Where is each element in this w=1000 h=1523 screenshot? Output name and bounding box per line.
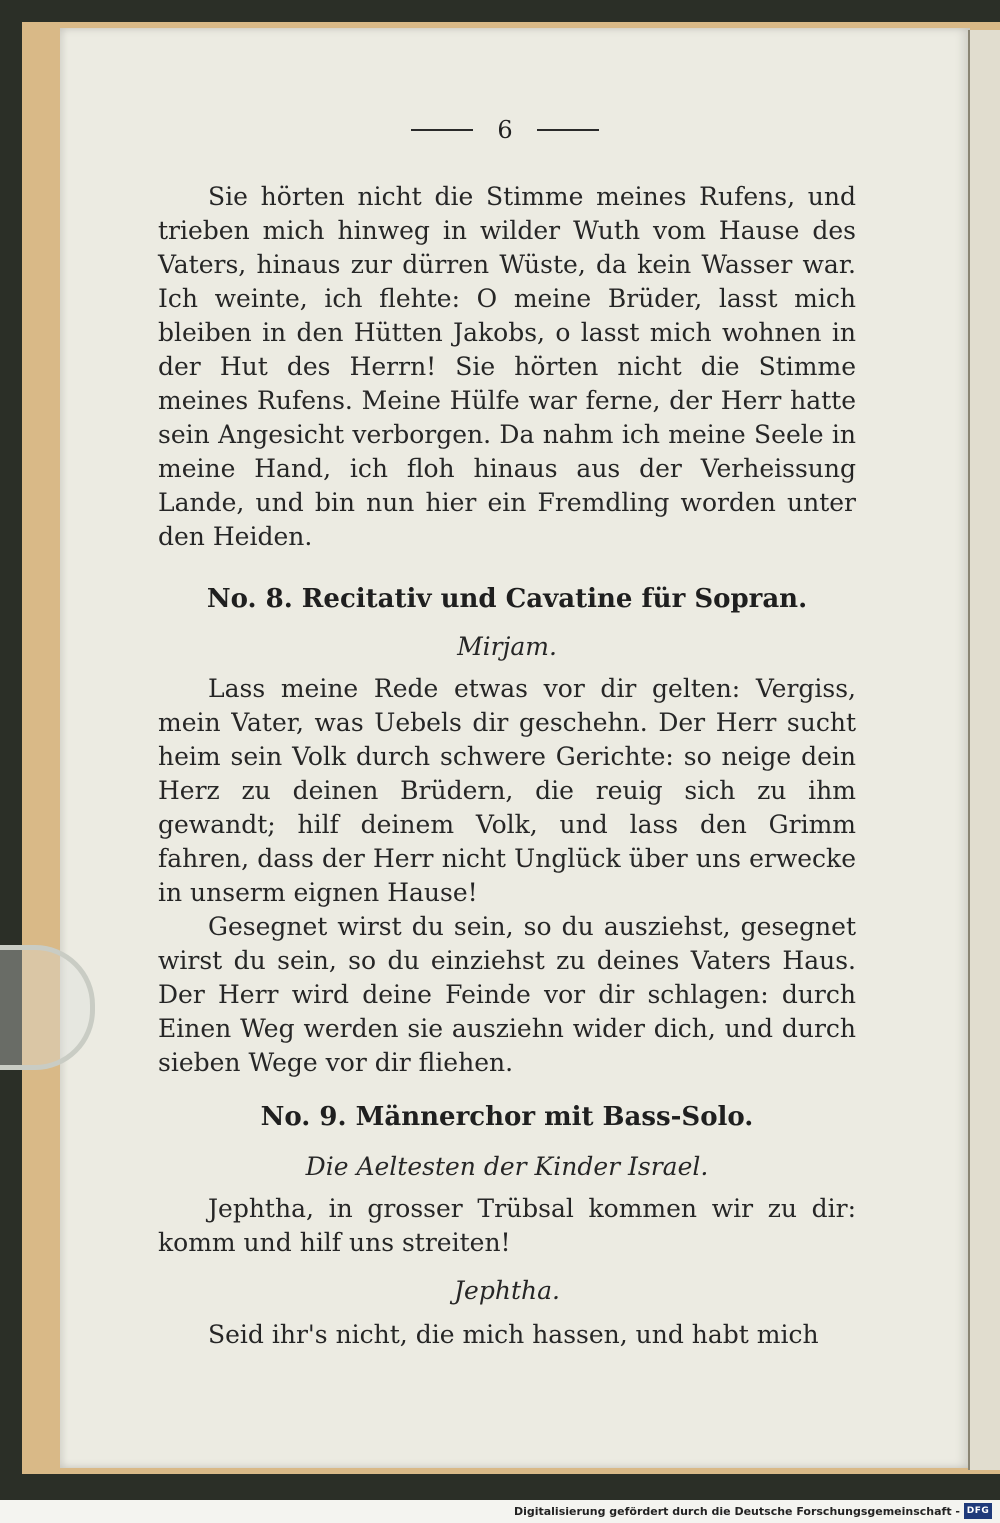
page-number: 6 <box>497 116 513 144</box>
right-rule <box>537 129 599 131</box>
speaker-jephtha: Jephtha. <box>454 1276 560 1305</box>
paragraph-1: Sie hörten nicht die Stimme meines Rufens, und trieben mich hinweg in wilder Wuth vom Hause des Vaters, hinaus zur dürren Wüste, da kein Wasser war. Ich weinte, ich flehte: O meine Brüder, lasst mich bleiben in den Hütten Jakobs, o lasst mich wohnen in der Hut des Herrn! Sie hörten nicht die Stimme meines Rufens. Meine Hülfe war ferne, der Herr hatte sein Angesicht verborgen. Da nahm ich meine Seele in meine Hand, ich floh hinaus aus der Verheissung Lande, und bin nun hier ein Fremdling worden unter den Heiden. <box>158 182 856 551</box>
page-number-header <box>395 110 615 150</box>
paragraph-4: Jephtha, in grosser Trübsal kommen wir zu dir: komm und hilf uns streiten! <box>158 1194 856 1257</box>
section-heading-no-8: No. 8. Recitativ und Cavatine für Sopran. <box>206 584 808 614</box>
paragraph-5: Seid ihr's nicht, die mich hassen, und habt mich <box>208 1320 819 1349</box>
next-page-edge <box>968 30 1000 1470</box>
left-rule <box>411 129 473 131</box>
paragraph-3: Gesegnet wirst du sein, so du ausziehst, gesegnet wirst du sein, so du einziehst zu deines Vaters Haus. Der Herr wird deine Feinde vor dir schlagen: durch Einen Weg werden sie ausziehn wider dich, und durch sieben Wege vor dir fliehen. <box>158 912 856 1077</box>
section-heading-no-9: No. 9. Männerchor mit Bass-Solo. <box>260 1102 754 1132</box>
speaker-mirjam: Mirjam. <box>457 632 557 661</box>
footer-note: Digitalisierung gefördert durch die Deutsche Forschungsgemeinschaft - <box>513 1505 960 1518</box>
dfg-logo-icon: DFG <box>964 1503 992 1519</box>
paragraph-2: Lass meine Rede etwas vor dir gelten: Vergiss, mein Vater, was Uebels dir geschehn. Der Herr sucht heim sein Volk durch schwere Gerichte: so neige dein Herz zu deinen Brüdern, die reuig sich zu ihm gewandt; hilf deinem Volk, und lass den Grimm fahren, dass der Herr nicht Unglück über uns erwecke in unserm eignen Hause! <box>158 674 856 907</box>
speaker-aeltesten: Die Aeltesten der Kinder Israel. <box>305 1152 709 1181</box>
